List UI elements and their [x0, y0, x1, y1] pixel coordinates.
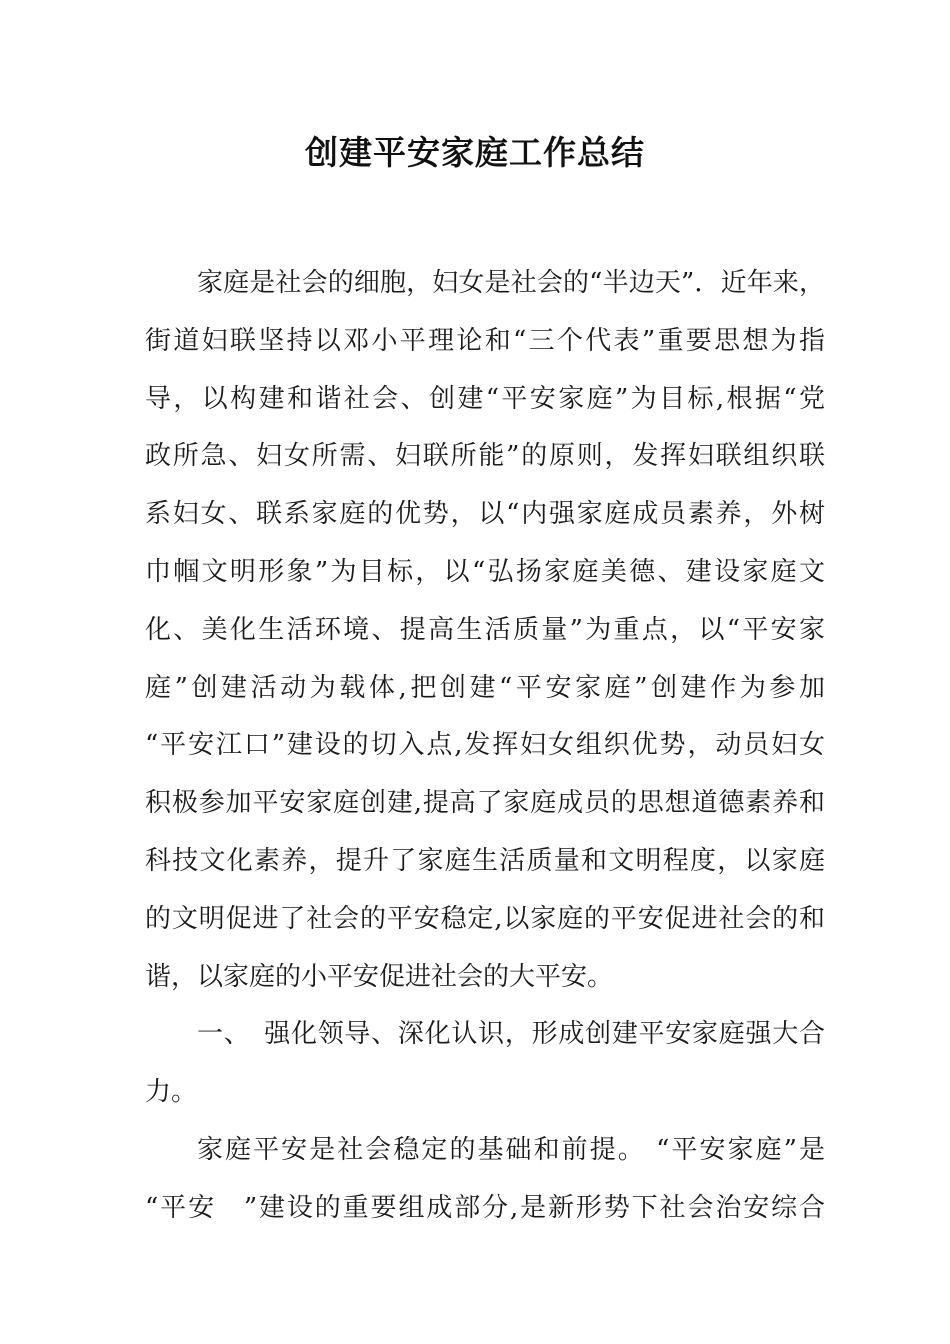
- body-line: “平安 ”建设的重要组成部分,是新形势下社会治安综合: [145, 1192, 825, 1223]
- body-line: 政所急、妇女所需、妇联所能”的原则，发挥妇联组织联: [145, 441, 825, 472]
- section-heading-line: 一、 强化领导、深化认识，形成创建平安家庭强大合: [197, 1019, 825, 1050]
- body-line: 的文明促进了社会的平安稳定,以家庭的平安促进社会的和: [145, 903, 825, 934]
- body-line: 家庭是社会的细胞，妇女是社会的“半边天”．近年来，: [197, 268, 825, 298]
- document-body: [145, 255, 825, 1238]
- body-line: 庭”创建活动为载体,把创建“平安家庭”创建作为参加: [145, 672, 825, 703]
- body-line: “平安江口”建设的切入点,发挥妇女组织优势，动员妇女: [145, 730, 825, 761]
- body-line: 积极参加平安家庭创建,提高了家庭成员的思想道德素养和: [145, 788, 825, 819]
- body-line: 系妇女、联系家庭的优势，以“内强家庭成员素养，外树: [145, 499, 825, 530]
- body-line: 化、美化生活环境、提高生活质量”为重点，以“平安家: [145, 614, 825, 645]
- body-line: 导，以构建和谐社会、创建“平安家庭”为目标,根据“党: [145, 383, 825, 414]
- body-line: 家庭平安是社会稳定的基础和前提。 “平安家庭”是: [197, 1134, 825, 1165]
- section-heading-line: 力。: [145, 1077, 198, 1108]
- body-line: 巾帼文明形象”为目标，以“弘扬家庭美德、建设家庭文: [145, 556, 825, 587]
- body-line: 科技文化素养，提升了家庭生活质量和文明程度，以家庭: [145, 845, 825, 876]
- document-title: 创建平安家庭工作总结: [305, 133, 645, 172]
- body-line: 街道妇联坚持以邓小平理论和“三个代表”重要思想为指: [145, 325, 825, 356]
- body-line: 谐，以家庭的小平安促进社会的大平安。: [145, 961, 614, 992]
